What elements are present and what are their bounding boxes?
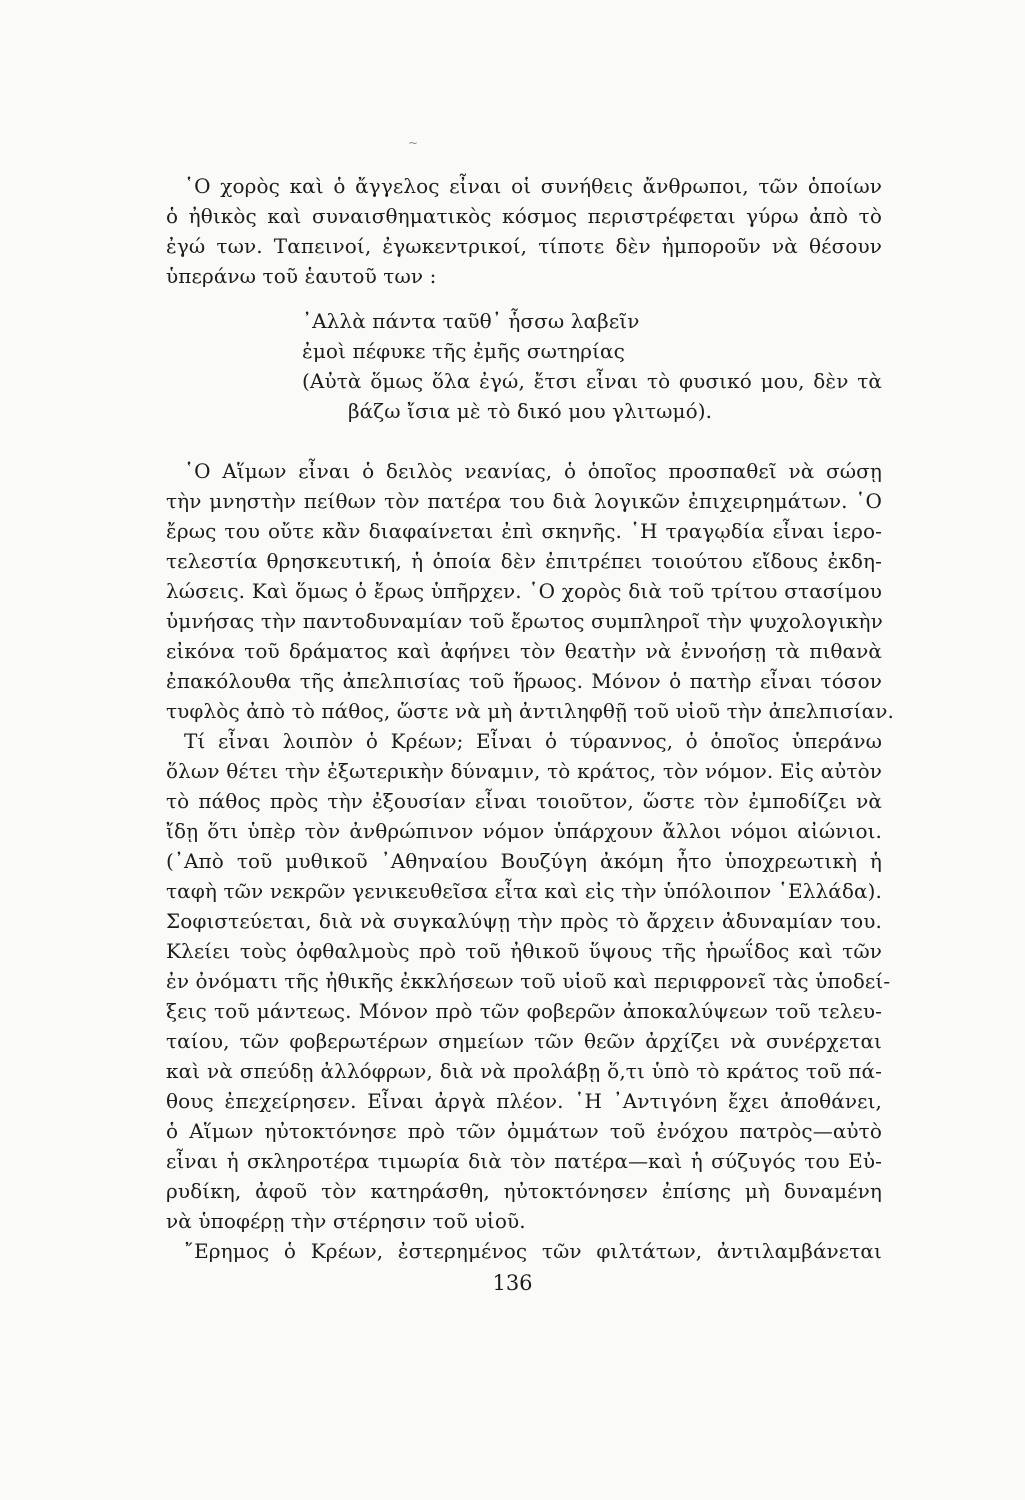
text-line: ὑμνήσας τὴν παντοδυναμίαν τοῦ ἔρωτος συμπληροῖ τὴν ψυχολογικὴν xyxy=(166,609,883,633)
text-line: τὴν μνηστὴν πείθων τὸν πατέρα του διὰ λογικῶν ἐπιχειρημάτων. ῾Ο xyxy=(166,489,882,513)
text-line: ξεις τοῦ μάντεως. Μόνον πρὸ τῶν φοβερῶν ἀποκαλύψεων τοῦ τελευ- xyxy=(166,999,882,1023)
text-line: λώσεις. Καὶ ὅμως ὁ ἔρως ὑπῆρχεν. ῾Ο χορὸς διὰ τοῦ τρίτου στασίμου xyxy=(166,579,882,603)
text-line: τὸ πάθος πρὸς τὴν ἐξουσίαν εἶναι τοιοῦτον, ὥστε τὸν ἐμποδίζει νὰ xyxy=(166,789,882,813)
text-line: ταίου, τῶν φοβερωτέρων σημείων τῶν θεῶν ἀρχίζει νὰ συνέρχεται xyxy=(166,1029,882,1053)
paragraph-haemon xyxy=(166,456,894,726)
text-line: τελεστία θρησκευτική, ἡ ὁποία δὲν ἐπιτρέπει τοιούτου εἴδους ἐκδη- xyxy=(166,549,882,573)
page-number: 136 xyxy=(492,1271,533,1295)
text-line: θους ἐπεχείρησεν. Εἶναι ἀργὰ πλέον. ῾Η ᾿Αντιγόνη ἔχει ἀποθάνει, xyxy=(166,1089,882,1113)
text-line: εἰκόνα τοῦ δράματος καὶ ἀφήνει τὸν θεατὴν νὰ ἐννοήσῃ τὰ πιθανὰ xyxy=(166,639,882,663)
paragraph-creon xyxy=(166,726,891,1236)
text-line: ὅλων θέτει τὴν ἐξωτερικὴν δύναμιν, τὸ κράτος, τὸν νόμον. Εἰς αὐτὸν xyxy=(166,759,882,783)
text-line: εἶναι ἡ σκληροτέρα τιμωρία διὰ τὸν πατέρα—καὶ ἡ σύζυγός του Εὐ- xyxy=(166,1149,882,1173)
text-line: ἐγώ των. Ταπεινοί, ἐγωκεντρικοί, τίποτε δὲν ἠμποροῦν νὰ θέσουν xyxy=(166,234,882,258)
verse-quotation xyxy=(302,306,882,426)
text-line: ὑπεράνω τοῦ ἑαυτοῦ των : xyxy=(166,264,437,288)
text-line: Τί εἶναι λοιπὸν ὁ Κρέων; Εἶναι ὁ τύραννος, ὁ ὁποῖος ὑπεράνω xyxy=(184,729,882,753)
text-line: ταφὴ τῶν νεκρῶν γενικευθεῖσα εἶτα καὶ εἰς τὴν ὑπόλοιπον ῾Ελλάδα). xyxy=(166,879,882,903)
text-line: Σοφιστεύεται, διὰ νὰ συγκαλύψῃ τὴν πρὸς τὸ ἄρχειν ἀδυναμίαν του. xyxy=(166,909,882,933)
paragraph-chorus xyxy=(166,171,882,291)
text-line: ἴδῃ ὅτι ὑπὲρ τὸν ἀνθρώπινον νόμον ὑπάρχουν ἄλλοι νόμοι αἰώνιοι. xyxy=(166,819,882,843)
verse-line: ἐμοὶ πέφυκε τῆς ἐμῆς σωτηρίας xyxy=(302,339,625,363)
verse-translation-line: βάζω ἴσια μὲ τὸ δικό μου γλιτωμό). xyxy=(348,399,713,423)
text-line: ὁ Αἵμων ηὐτοκτόνησε πρὸ τῶν ὀμμάτων τοῦ ἐνόχου πατρὸς—αὐτὸ xyxy=(166,1119,882,1143)
text-line: ἔρως του οὔτε κἂν διαφαίνεται ἐπὶ σκηνῆς. ῾Η τραγῳδία εἶναι ἱερο- xyxy=(166,519,882,543)
stray-mark: ~ xyxy=(408,136,419,150)
text-line: ρυδίκη, ἀφοῦ τὸν κατηράσθη, ηὐτοκτόνησεν ἐπίσης μὴ δυναμένη xyxy=(166,1179,882,1203)
verse-translation-line: (Αὐτὰ ὅμως ὅλα ἐγώ, ἔτσι εἶναι τὸ φυσικό μου, δὲν τὰ xyxy=(302,369,882,393)
text-line: Κλείει τοὺς ὀφθαλμοὺς πρὸ τοῦ ἠθικοῦ ὕψους τῆς ἡρωΐδος καὶ τῶν xyxy=(166,939,882,963)
text-line: τυφλὸς ἀπὸ τὸ πάθος, ὥστε νὰ μὴ ἀντιληφθῇ τοῦ υἱοῦ τὴν ἀπελπισίαν. xyxy=(166,699,894,723)
verse-line: ᾿Αλλὰ πάντα ταῦθ᾿ ἧσσω λαβεῖν xyxy=(302,309,640,333)
text-line: καὶ νὰ σπεύδῃ ἀλλόφρων, διὰ νὰ προλάβῃ ὅ,τι ὑπὸ τὸ κράτος τοῦ πά- xyxy=(166,1059,882,1083)
text-line: ῎Ερημος ὁ Κρέων, ἐστερημένος τῶν φιλτάτων, ἀντιλαμβάνεται xyxy=(184,1239,882,1263)
text-line: ῾Ο Αἵμων εἶναι ὁ δειλὸς νεανίας, ὁ ὁποῖος προσπαθεῖ νὰ σώσῃ xyxy=(184,459,882,483)
text-line: ἐν ὀνόματι τῆς ἠθικῆς ἐκκλήσεων τοῦ υἱοῦ καὶ περιφρονεῖ τὰς ὑποδεί- xyxy=(166,969,891,993)
text-line: (᾿Απὸ τοῦ μυθικοῦ ᾿Αθηναίου Βουζύγη ἀκόμη ἦτο ὑποχρεωτικὴ ἡ xyxy=(166,849,882,873)
paragraph-deserted-creon xyxy=(166,1236,882,1266)
text-line: ἐπακόλουθα τῆς ἀπελπισίας τοῦ ἥρωος. Μόνον ὁ πατὴρ εἶναι τόσον xyxy=(166,669,882,693)
text-line: νὰ ὑποφέρῃ τὴν στέρησιν τοῦ υἱοῦ. xyxy=(166,1209,526,1233)
text-line: ὁ ἠθικὸς καὶ συναισθηματικὸς κόσμος περιστρέφεται γύρω ἀπὸ τὸ xyxy=(166,204,882,228)
text-line: ῾Ο χορὸς καὶ ὁ ἄγγελος εἶναι οἱ συνήθεις ἄνθρωποι, τῶν ὁποίων xyxy=(184,174,882,198)
